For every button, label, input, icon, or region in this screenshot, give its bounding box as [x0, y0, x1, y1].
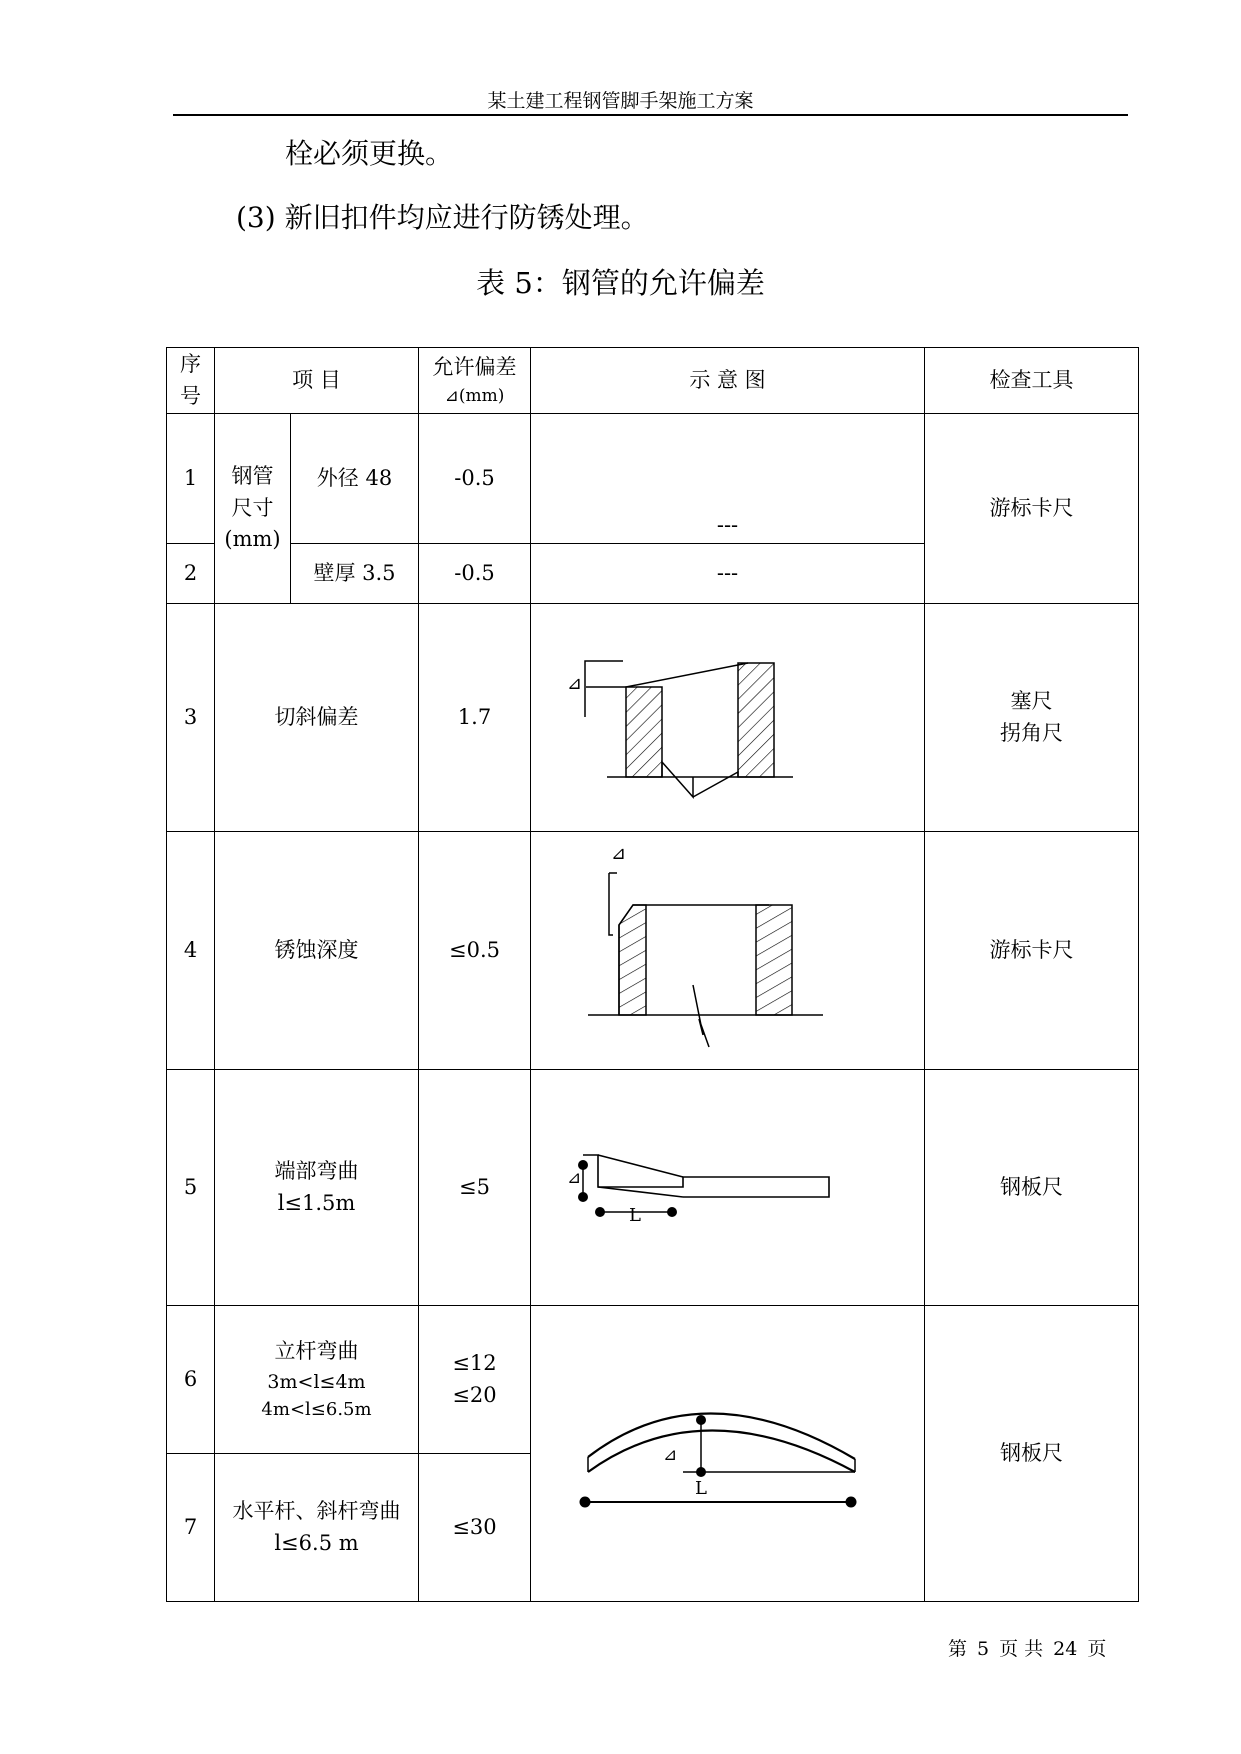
end-bending-diagram [533, 1073, 923, 1303]
row-5-item: 端部弯曲 l≤1.5m [215, 1070, 419, 1306]
row-2-item: 壁厚 3.5 [291, 544, 419, 604]
row-3-tolerance: 1.7 [419, 604, 531, 832]
row-3-tool: 塞尺 拐角尺 [925, 604, 1139, 832]
row-5-no: 5 [167, 1070, 215, 1306]
row-3-diagram [531, 604, 925, 832]
running-header: 某土建工程钢管脚手架施工方案 [487, 90, 754, 112]
paragraph-continuation: 栓必须更换。 [285, 137, 454, 170]
row-4-tolerance: ≤0.5 [419, 832, 531, 1070]
header-tool: 检查工具 [925, 348, 1139, 414]
delta-symbol: ⊿ [610, 842, 626, 864]
row-5-tolerance: ≤5 [419, 1070, 531, 1306]
delta-symbol: ⊿ [566, 1167, 581, 1188]
group-label-pipe-size: 钢管 尺寸 (mm) [215, 414, 291, 604]
page-number: 5 [977, 1638, 990, 1660]
table-row [167, 1070, 1139, 1306]
table-row [167, 1306, 1139, 1454]
length-label: L [628, 1204, 641, 1226]
row-1-diagram: --- [531, 414, 925, 544]
row-2-tolerance: -0.5 [419, 544, 531, 604]
tolerance-table [166, 347, 1139, 1602]
pole-bending-diagram [533, 1309, 923, 1599]
row-2-no: 2 [167, 544, 215, 604]
header-diagram: 示 意 图 [531, 348, 925, 414]
table-row [167, 414, 1139, 544]
header-no: 序 号 [167, 348, 215, 414]
row-1-no: 1 [167, 414, 215, 544]
row-4-no: 4 [167, 832, 215, 1070]
row-4-tool: 游标卡尺 [925, 832, 1139, 1070]
row-4-diagram [531, 832, 925, 1070]
total-pages: 24 [1053, 1638, 1078, 1660]
row-3-item: 切斜偏差 [215, 604, 419, 832]
length-label: L [694, 1477, 707, 1499]
row-6-item: 立杆弯曲 3m<l≤4m 4m<l≤6.5m [215, 1306, 419, 1454]
header-item: 项 目 [215, 348, 419, 414]
table-title: 表 5：钢管的允许偏差 [476, 266, 765, 300]
row-6-7-tool: 钢板尺 [925, 1306, 1139, 1602]
row-7-tolerance: ≤30 [419, 1454, 531, 1602]
row-1-2-tool: 游标卡尺 [925, 414, 1139, 604]
row-3-no: 3 [167, 604, 215, 832]
table-row [167, 604, 1139, 832]
row-7-no: 7 [167, 1454, 215, 1602]
header-rule [173, 114, 1128, 116]
row-5-tool: 钢板尺 [925, 1070, 1139, 1306]
delta-symbol: ⊿ [662, 1444, 677, 1465]
page-footer: 第 5 页 共 24 页 [948, 1638, 1107, 1660]
table-header-row [167, 348, 1139, 414]
row-1-tolerance: -0.5 [419, 414, 531, 544]
row-2-diagram: --- [531, 544, 925, 604]
row-6-7-diagram [531, 1306, 925, 1602]
corrosion-depth-diagram [533, 835, 923, 1067]
row-5-diagram [531, 1070, 925, 1306]
row-1-item: 外径 48 [291, 414, 419, 544]
paragraph-item-3: (3) 新旧扣件均应进行防锈处理。 [236, 201, 649, 234]
header-tolerance: 允许偏差 ⊿(mm) [419, 348, 531, 414]
row-4-item: 锈蚀深度 [215, 832, 419, 1070]
row-7-item: 水平杆、斜杆弯曲 l≤6.5 m [215, 1454, 419, 1602]
row-6-no: 6 [167, 1306, 215, 1454]
bevel-cut-diagram [533, 607, 923, 829]
row-6-tolerance: ≤12 ≤20 [419, 1306, 531, 1454]
delta-symbol: ⊿ [566, 672, 582, 694]
table-row [167, 832, 1139, 1070]
